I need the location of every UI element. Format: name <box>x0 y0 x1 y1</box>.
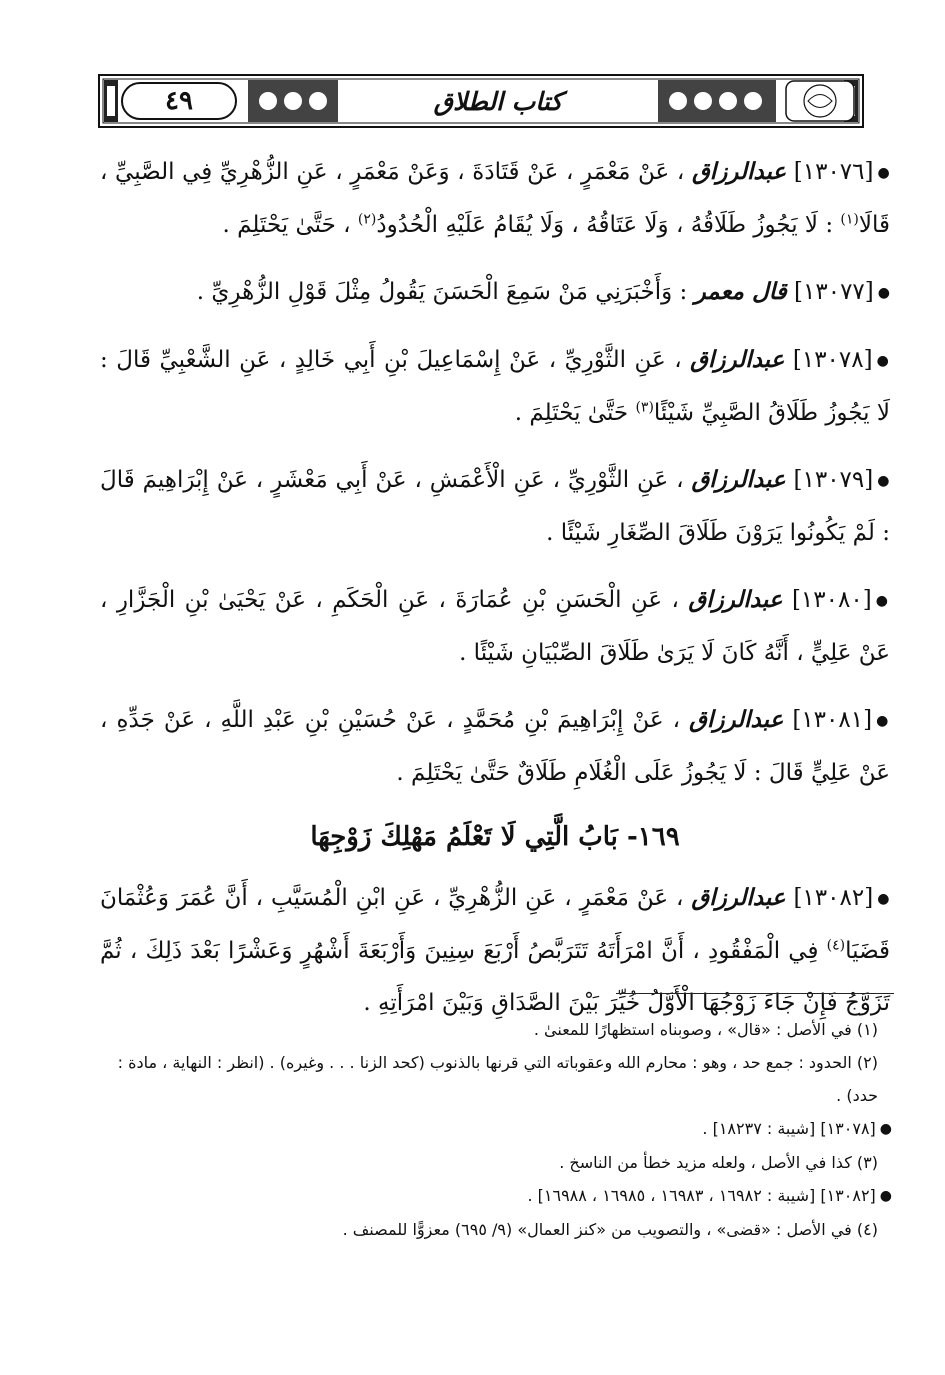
bullet-icon: ● <box>877 473 891 489</box>
hadith-number: [١٣٠٧٩] <box>793 467 874 493</box>
bullet-icon: ● <box>876 353 891 369</box>
publisher-logo-icon <box>784 79 856 123</box>
main-text <box>100 146 890 1044</box>
hadith-text: ، عَنِ الْحَسَنِ بْنِ عُمَارَةَ ، عَنِ الْحَكَمِ ، عَنْ يَحْيَىٰ بْنِ الْجَزَّارِ ، عَنْ عَلِيٍّ ، أَنَّهُ كَانَ لَا يَرَىٰ طَلَاقَ الصِّبْيَانِ شَيْئًا . <box>100 587 890 666</box>
hadith-entry <box>100 334 890 439</box>
hadith-entry <box>100 574 890 679</box>
footnotes <box>100 1013 892 1246</box>
hadith-text: ، حَتَّىٰ يَحْتَلِمَ . <box>222 212 351 238</box>
hadith-author: عبدالرزاق <box>691 466 786 493</box>
bullet-icon: ● <box>879 1121 892 1137</box>
hadith-number: [١٣٠٨٠] <box>791 587 872 613</box>
hadith-author: عبدالرزاق <box>688 586 783 613</box>
hadith-number: [١٣٠٧٦] <box>793 159 874 185</box>
footnote: (١) في الأصل : «قال» ، وصوبناه استظهارًا للمعنىٰ . <box>533 1020 878 1039</box>
hadith-entry <box>100 454 890 559</box>
page-number: ٤٩ <box>165 86 193 116</box>
bullet-icon: ● <box>877 891 890 907</box>
hadith-text: ، عَنِ الثَّوْرِيِّ ، عَنْ إِسْمَاعِيلَ بْنِ أَبِي خَالِدٍ ، عَنِ الشَّعْبِيِّ قَالَ : لَا يَجُوزُ طَلَاقُ الصَّبِيِّ شَيْئًا <box>100 347 890 426</box>
chapter-heading: ١٦٩- بَابُ الَّتِي لَا تَعْلَمُ مَهْلِكَ زَوْجِهَا <box>310 822 680 852</box>
footnote: (٤) في الأصل : «قضى» ، والتصويب من «كنز العمال» (٩/ ٦٩٥) معزوًّا للمصنف . <box>342 1220 878 1239</box>
hadith-number: [١٣٠٧٨] <box>792 347 873 373</box>
footnote-separator <box>616 993 894 994</box>
hadith-author: عبدالرزاق <box>691 158 787 185</box>
bullet-icon: ● <box>877 165 891 181</box>
hadith-entry <box>100 694 890 799</box>
footnote-reference-text: [١٣٠٧٨] [شيبة : ١٨٢٣٧] . <box>702 1119 876 1138</box>
hadith-entry <box>100 266 890 319</box>
footnote-reference-text: [١٣٠٨٢] [شيبة : ١٦٩٨٢ ، ١٦٩٨٣ ، ١٦٩٨٥ ، ١٦٩٨٨] . <box>527 1186 876 1205</box>
hadith-text: ، عَنْ إِبْرَاهِيمَ بْنِ مُحَمَّدٍ ، عَنْ حُسَيْنِ بْنِ عَبْدِ اللَّهِ ، عَنْ جَدِّهِ ، عَنْ عَلِيٍّ قَالَ : لَا يَجُوزُ عَلَى الْغُلَامِ طَلَاقٌ حَتَّىٰ يَحْتَلِمَ . <box>100 707 890 786</box>
footnote-ref: (٤) <box>826 937 846 954</box>
hadith-author: قال معمر <box>694 278 787 305</box>
hadith-author: عبدالرزاق <box>690 346 785 373</box>
hadith-author: عبدالرزاق <box>691 884 786 911</box>
footnote-ref: (٣) <box>635 399 654 416</box>
footnote-ref: (١) <box>840 211 859 228</box>
hadith-text: ، عَنْ مَعْمَرٍ ، عَنِ الزُّهْرِيِّ ، عَنِ ابْنِ الْمُسَيَّبِ ، أَنَّ عُمَرَ وَعُثْمَانَ قَضَيَا <box>100 885 891 964</box>
bullet-icon: ● <box>879 1188 892 1204</box>
hadith-number: [١٣٠٨١] <box>792 707 873 733</box>
hadith-text: فِي الْمَفْقُودِ ، أَنَّ امْرَأَتَهُ تَتَرَبَّصُ أَرْبَعَ سِنِينَ وَأَرْبَعَةَ أَشْهُرٍ وَعَشْرًا بَعْدَ ذَلِكَ ، ثُمَّ تَزَوَّجُ فَإِنْ جَاءَ زَوْجُهَا الْأَوَّلُ خُيِّرَ بَيْنَ الصَّدَاقِ وَبَيْنَ امْرَأَتِهِ . <box>100 938 890 1016</box>
hadith-number: [١٣٠٧٧] <box>794 279 874 305</box>
hadith-text: ، عَنِ الثَّوْرِيِّ ، عَنِ الْأَعْمَشِ ، عَنْ أَبِي مَعْشَرٍ ، عَنْ إِبْرَاهِيمَ قَالَ : لَمْ يَكُونُوا يَرَوْنَ طَلَاقَ الصِّغَارِ شَيْئًا . <box>100 467 890 546</box>
hadith-text: ، عَنْ مَعْمَرٍ ، عَنْ قَتَادَةَ ، وَعَنْ مَعْمَرٍ ، عَنِ الزُّهْرِيِّ فِي الصَّبِيِّ ، قَالَا <box>100 159 890 238</box>
hadith-author: عبدالرزاق <box>689 706 784 733</box>
hadith-text: : لَا يَجُوزُ طَلَاقُهُ ، وَلَا عَتَاقُهُ ، وَلَا يُقَامُ عَلَيْهِ الْحُدُودُ <box>376 212 834 238</box>
bullet-icon: ● <box>877 285 890 301</box>
bullet-icon: ● <box>875 593 890 609</box>
bullet-icon: ● <box>876 713 891 729</box>
hadith-entry <box>100 146 890 251</box>
footnote-reference <box>100 1112 892 1146</box>
hadith-text: : وَأَخْبَرَنِي مَنْ سَمِعَ الْحَسَنَ يَقُولُ مِثْلَ قَوْلِ الزُّهْرِيِّ . <box>196 279 688 305</box>
hadith-number: [١٣٠٨٢] <box>793 885 874 911</box>
book-title: كتاب الطلاق <box>433 86 563 116</box>
footnote-reference <box>100 1179 892 1213</box>
hadith-entry <box>100 872 890 1029</box>
hadith-text: حَتَّىٰ يَحْتَلِمَ . <box>514 400 629 426</box>
page-header <box>98 74 864 128</box>
footnote-ref: (٢) <box>357 211 377 228</box>
footnote: (٢) الحدود : جمع حد ، وهو : محارم الله وعقوباته التي قرنها بالذنوب (كحد الزنا . . . وغيره) . (انظر : النهاية ، مادة : حدد) . <box>117 1053 878 1105</box>
footnote: (٣) كذا في الأصل ، ولعله مزيد خطأ من الناسخ . <box>559 1153 878 1172</box>
